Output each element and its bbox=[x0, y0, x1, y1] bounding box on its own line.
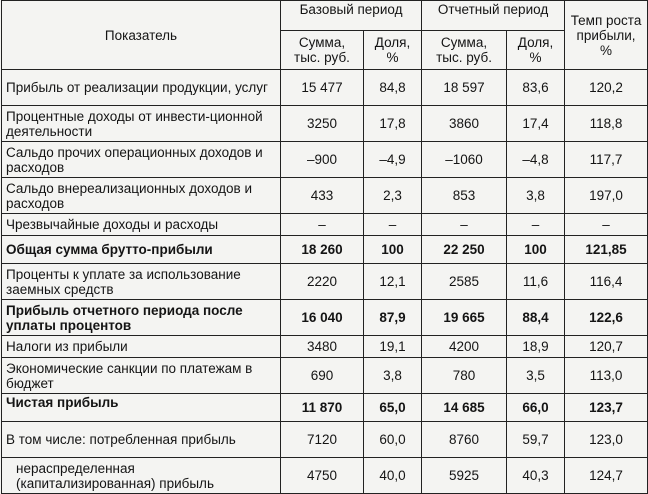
cell-base-sum: –900 bbox=[281, 142, 364, 178]
cell-report-share: 3,5 bbox=[507, 358, 565, 394]
cell-base-share: 3,8 bbox=[364, 358, 422, 394]
row-label: Общая сумма брутто-прибыли bbox=[2, 236, 281, 264]
cell-base-sum: 15 477 bbox=[281, 70, 364, 106]
cell-base-sum: 3250 bbox=[281, 106, 364, 142]
header-report-period: Отчетный период bbox=[422, 1, 565, 31]
cell-growth: 113,0 bbox=[565, 358, 648, 394]
table-row bbox=[2, 214, 648, 236]
cell-report-share: 83,6 bbox=[507, 70, 565, 106]
cell-report-share: 66,0 bbox=[507, 394, 565, 422]
cell-base-share: 2,3 bbox=[364, 178, 422, 214]
cell-report-sum: 4200 bbox=[422, 336, 507, 358]
cell-base-sum: 11 870 bbox=[281, 394, 364, 422]
cell-report-share: – bbox=[507, 214, 565, 236]
cell-base-sum: 3480 bbox=[281, 336, 364, 358]
cell-report-share: 18,9 bbox=[507, 336, 565, 358]
table-row bbox=[2, 394, 648, 422]
cell-report-sum: 14 685 bbox=[422, 394, 507, 422]
cell-growth: 116,4 bbox=[565, 264, 648, 300]
cell-base-share: 19,1 bbox=[364, 336, 422, 358]
row-label: Прибыль отчетного периода после уплаты процентов bbox=[2, 300, 281, 336]
cell-report-sum: 853 bbox=[422, 178, 507, 214]
cell-report-sum: –1060 bbox=[422, 142, 507, 178]
cell-growth: 123,7 bbox=[565, 394, 648, 422]
cell-base-share: – bbox=[364, 214, 422, 236]
cell-base-share: –4,9 bbox=[364, 142, 422, 178]
cell-report-sum: 8760 bbox=[422, 422, 507, 458]
table-row bbox=[2, 142, 648, 178]
cell-report-share: 11,6 bbox=[507, 264, 565, 300]
cell-report-share: 88,4 bbox=[507, 300, 565, 336]
cell-report-sum: 5925 bbox=[422, 458, 507, 494]
cell-base-sum: 7120 bbox=[281, 422, 364, 458]
header-base-share: Доля, % bbox=[364, 31, 422, 70]
table-row bbox=[2, 106, 648, 142]
cell-base-sum: 18 260 bbox=[281, 236, 364, 264]
row-label: Сальдо внереализационных доходов и расходов bbox=[2, 178, 281, 214]
profit-table bbox=[1, 0, 648, 494]
cell-report-share: 59,7 bbox=[507, 422, 565, 458]
cell-report-sum: 22 250 bbox=[422, 236, 507, 264]
cell-report-sum: 3860 bbox=[422, 106, 507, 142]
cell-base-share: 40,0 bbox=[364, 458, 422, 494]
cell-growth: 118,8 bbox=[565, 106, 648, 142]
row-label: нераспределенная (капитализированная) прибыль bbox=[2, 458, 281, 494]
cell-base-share: 17,8 bbox=[364, 106, 422, 142]
cell-report-share: 17,4 bbox=[507, 106, 565, 142]
cell-base-sum: 690 bbox=[281, 358, 364, 394]
cell-growth: 121,85 bbox=[565, 236, 648, 264]
row-label: Налоги из прибыли bbox=[2, 336, 281, 358]
cell-growth: 117,7 bbox=[565, 142, 648, 178]
table-row bbox=[2, 236, 648, 264]
cell-base-share: 84,8 bbox=[364, 70, 422, 106]
cell-report-sum: 19 665 bbox=[422, 300, 507, 336]
row-label: В том числе: потребленная прибыль bbox=[2, 422, 281, 458]
header-report-sum: Сумма, тыс. руб. bbox=[422, 31, 507, 70]
cell-growth: – bbox=[565, 214, 648, 236]
row-label: Чистая прибыль bbox=[2, 394, 281, 422]
cell-base-sum: 16 040 bbox=[281, 300, 364, 336]
header-indicator: Показатель bbox=[2, 1, 281, 70]
header-report-share: Доля, % bbox=[507, 31, 565, 70]
table-row bbox=[2, 70, 648, 106]
cell-growth: 122,6 bbox=[565, 300, 648, 336]
cell-report-sum: – bbox=[422, 214, 507, 236]
table-row bbox=[2, 178, 648, 214]
cell-growth: 120,7 bbox=[565, 336, 648, 358]
cell-report-share: 3,8 bbox=[507, 178, 565, 214]
header-base-period: Базовый период bbox=[281, 1, 422, 31]
cell-base-share: 100 bbox=[364, 236, 422, 264]
cell-base-share: 60,0 bbox=[364, 422, 422, 458]
cell-base-share: 65,0 bbox=[364, 394, 422, 422]
table-row bbox=[2, 264, 648, 300]
cell-base-share: 12,1 bbox=[364, 264, 422, 300]
header-base-sum: Сумма, тыс. руб. bbox=[281, 31, 364, 70]
header-growth-rate: Темп роста прибыли, % bbox=[565, 1, 648, 70]
cell-base-share: 87,9 bbox=[364, 300, 422, 336]
cell-report-share: 40,3 bbox=[507, 458, 565, 494]
cell-report-share: –4,8 bbox=[507, 142, 565, 178]
cell-growth: 120,2 bbox=[565, 70, 648, 106]
cell-report-sum: 780 bbox=[422, 358, 507, 394]
cell-base-sum: 2220 bbox=[281, 264, 364, 300]
row-label: Проценты к уплате за использование заемных средств bbox=[2, 264, 281, 300]
row-label: Процентные доходы от инвести-ционной деятельности bbox=[2, 106, 281, 142]
table-row bbox=[2, 422, 648, 458]
row-label: Экономические санкции по платежам в бюджет bbox=[2, 358, 281, 394]
cell-base-sum: – bbox=[281, 214, 364, 236]
table-row bbox=[2, 336, 648, 358]
table-row bbox=[2, 358, 648, 394]
cell-base-sum: 4750 bbox=[281, 458, 364, 494]
cell-report-share: 100 bbox=[507, 236, 565, 264]
cell-report-sum: 2585 bbox=[422, 264, 507, 300]
cell-report-sum: 18 597 bbox=[422, 70, 507, 106]
row-label: Чрезвычайные доходы и расходы bbox=[2, 214, 281, 236]
table-row bbox=[2, 458, 648, 494]
cell-base-sum: 433 bbox=[281, 178, 364, 214]
cell-growth: 124,7 bbox=[565, 458, 648, 494]
cell-growth: 197,0 bbox=[565, 178, 648, 214]
cell-growth: 123,0 bbox=[565, 422, 648, 458]
row-label: Прибыль от реализации продукции, услуг bbox=[2, 70, 281, 106]
table-row bbox=[2, 300, 648, 336]
row-label: Сальдо прочих операционных доходов и расходов bbox=[2, 142, 281, 178]
